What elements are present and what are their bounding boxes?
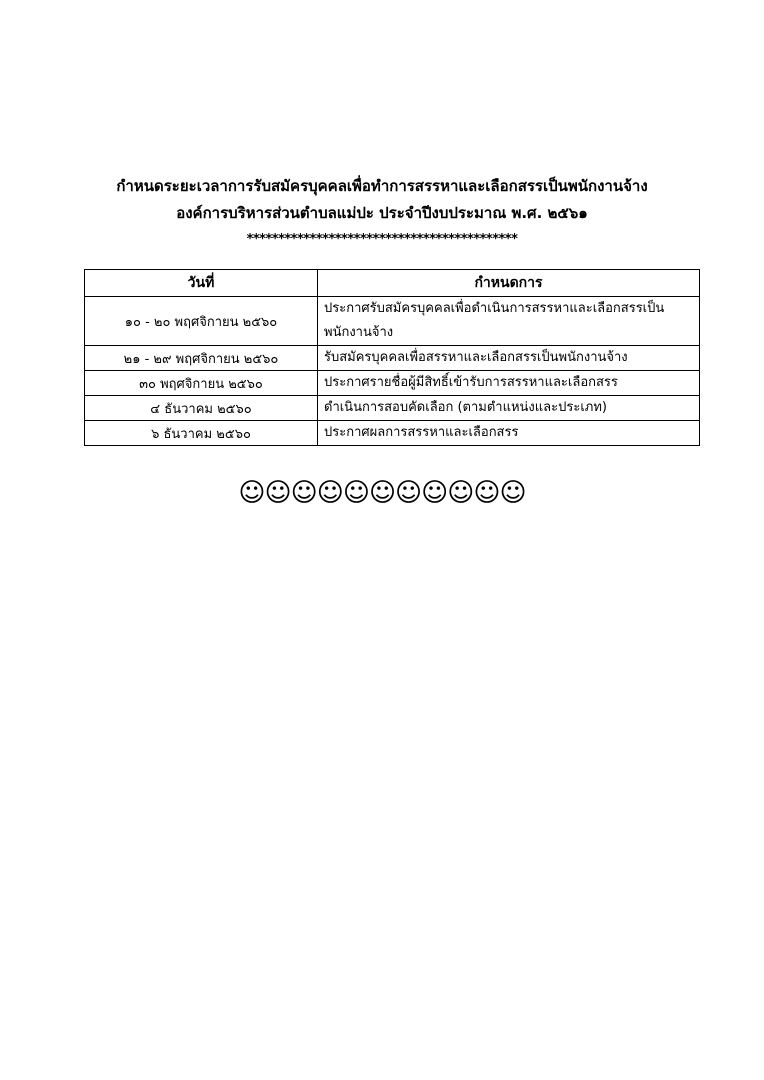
row-date: ๒๑ - ๒๙ พฤศจิกายน ๒๕๖๐	[85, 346, 318, 371]
header-date: วันที่	[85, 270, 318, 297]
header-schedule: กำหนดการ	[318, 270, 700, 297]
table-header-row	[85, 270, 700, 297]
table-row	[85, 371, 700, 396]
star-divider: *******************************************	[246, 232, 518, 247]
schedule-table	[84, 269, 700, 446]
row-date: ๖ ธันวาคม ๒๕๖๐	[85, 421, 318, 446]
row-date: ๓๐ พฤศจิกายน ๒๕๖๐	[85, 371, 318, 396]
document-subtitle: องค์การบริหารส่วนตำบลแม่ปะ ประจำปีงบประมาณ พ.ศ. ๒๕๖๑	[176, 204, 588, 222]
row-task: ประกาศผลการสรรหาและเลือกสรร	[318, 421, 700, 446]
row-task: รับสมัครบุคคลเพื่อสรรหาและเลือกสรรเป็นพนักงานจ้าง	[318, 346, 700, 371]
table-row	[85, 421, 700, 446]
row-date: ๑๐ - ๒๐ พฤศจิกายน ๒๕๖๐	[85, 297, 318, 346]
row-date: ๔ ธันวาคม ๒๕๖๐	[85, 396, 318, 421]
table-row	[85, 346, 700, 371]
row-task-line: ประกาศรับสมัครบุคคลเพื่อดำเนินการสรรหาและเลือกสรรเป็น	[324, 301, 665, 316]
row-task: ดำเนินการสอบคัดเลือก (ตามตำแหน่งและประเภท)	[318, 396, 700, 421]
row-task: ประกาศรายชื่อผู้มีสิทธิ์เข้ารับการสรรหาและเลือกสรร	[318, 371, 700, 396]
document-title: กำหนดระยะเวลาการรับสมัครบุคคลเพื่อทำการสรรหาและเลือกสรรเป็นพนักงานจ้าง	[116, 177, 648, 195]
row-task	[318, 297, 700, 346]
table-row	[85, 396, 700, 421]
table-row	[85, 297, 700, 346]
row-task-line: พนักงานจ้าง	[324, 325, 394, 340]
smiley-face-icon-row: ☺☺☺☺☺☺☺☺☺☺☺	[238, 478, 526, 508]
